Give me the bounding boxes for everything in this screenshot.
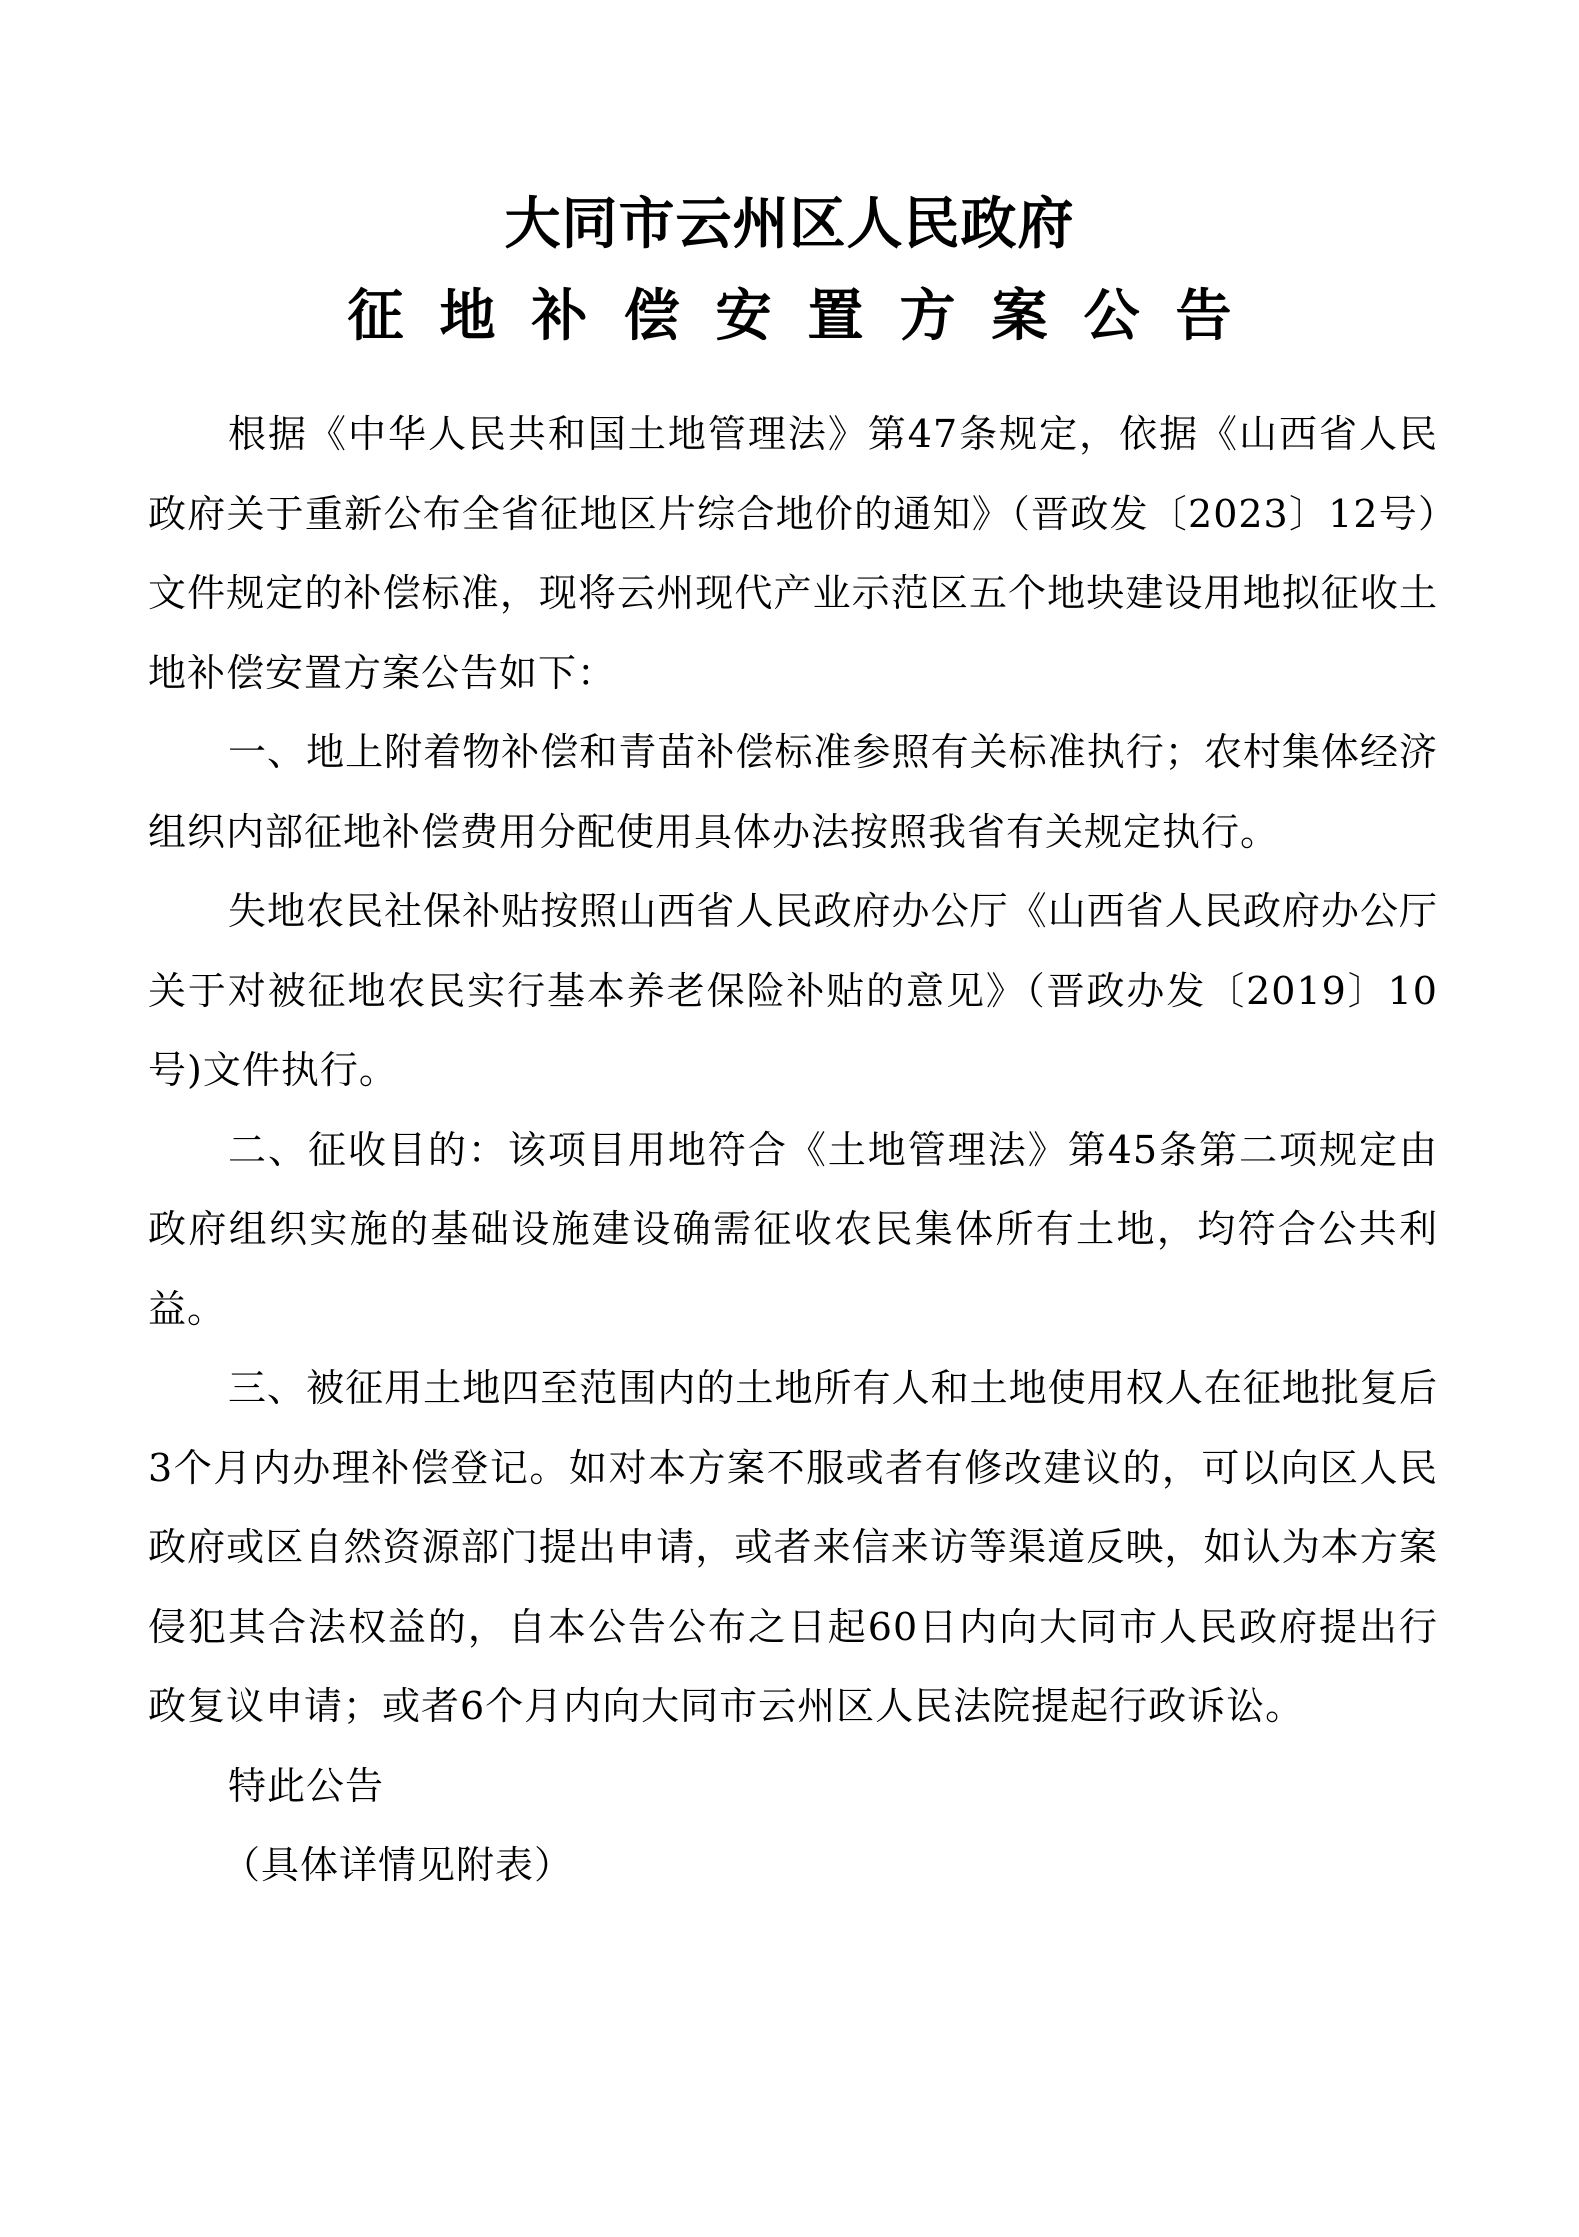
document-body	[148, 395, 1438, 1906]
paragraph-intro: 根据《中华人民共和国土地管理法》第47条规定，依据《山西省人民政府关于重新公布全省征地区片综合地价的通知》（晋政发〔2023〕12号）文件规定的补偿标准，现将云州现代产业示范区五个地块建设用地拟征收土地补偿安置方案公告如下：	[148, 412, 1438, 695]
document-title-issuer: 大同市云州区人民政府	[504, 192, 1075, 257]
paragraph-compensation-standard: 一、地上附着物补偿和青苗补偿标准参照有关标准执行；农村集体经济组织内部征地补偿费用分配使用具体办法按照我省有关规定执行。	[148, 730, 1438, 854]
paragraph-social-security: 失地农民社保补贴按照山西省人民政府办公厅《山西省人民政府办公厅关于对被征地农民实行基本养老保险补贴的意见》（晋政办发〔2019〕10号)文件执行。	[148, 889, 1438, 1092]
document-title-subject: 征地补偿安置方案公告	[347, 284, 1268, 349]
closing-statement: 特此公告	[228, 1763, 385, 1808]
paragraph-registration-appeal: 三、被征用土地四至范围内的土地所有人和土地使用权人在征地批复后3个月内办理补偿登记。如对本方案不服或者有修改建议的，可以向区人民政府或区自然资源部门提出申请，或者来信来访等渠道反映，如认为本方案侵犯其合法权益的，自本公告公布之日起60日内向大同市人民政府提出行政复议申请；或者6个月内向大同市云州区人民法院提起行政诉讼。	[148, 1366, 1438, 1728]
paragraph-purpose: 二、征收目的：该项目用地符合《土地管理法》第45条第二项规定由政府组织实施的基础设施建设确需征收农民集体所有土地，均符合公共利益。	[148, 1127, 1438, 1331]
attachment-note: （具体详情见附表）	[222, 1843, 574, 1887]
